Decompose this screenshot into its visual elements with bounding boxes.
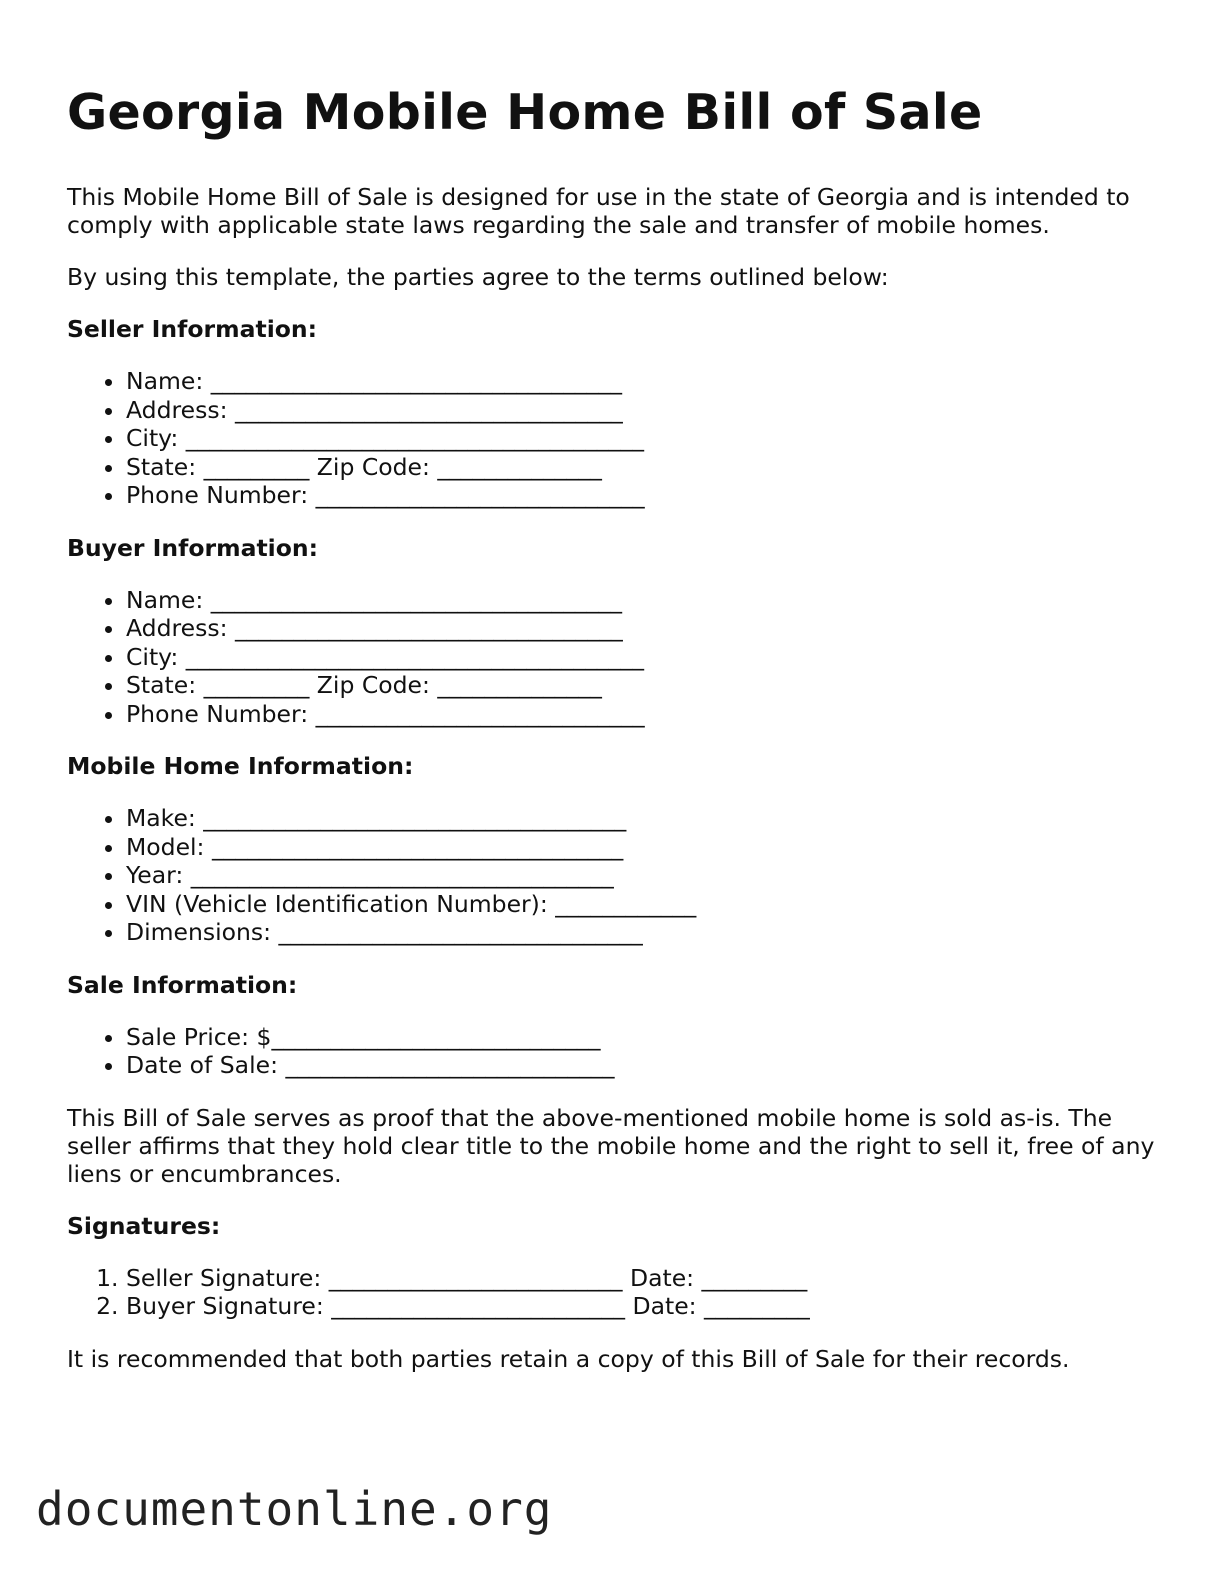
- seller-state-zip-field: • State: _________ Zip Code: ______________: [126, 453, 1177, 482]
- seller-city-field: • City: _______________________________________: [126, 424, 1177, 453]
- buyer-address-field: • Address: _________________________________: [126, 614, 1177, 643]
- sale-list: [67, 1023, 1177, 1080]
- seller-phone-field: • Phone Number: ____________________________: [126, 481, 1177, 510]
- sale-date-field: • Date of Sale: ____________________________: [126, 1051, 1177, 1080]
- closing-paragraph: It is recommended that both parties retain a copy of this Bill of Sale for their records.: [67, 1344, 1070, 1373]
- vin-field: • VIN (Vehicle Identification Number): ____________: [126, 890, 1177, 919]
- seller-heading: Seller Information:: [67, 315, 318, 343]
- seller-name-field: • Name: ___________________________________: [126, 367, 1177, 396]
- model-field: • Model: ___________________________________: [126, 833, 1177, 862]
- sale-heading: Sale Information:: [67, 970, 298, 999]
- intro-paragraph: This Mobile Home Bill of Sale is designed for use in the state of Georgia and is intended to comply with applicable state laws regarding the sale and transfer of mobile homes.: [67, 183, 1130, 239]
- buyer-phone-field: • Phone Number: ____________________________: [126, 700, 1177, 729]
- watermark-text: documentonline.org: [36, 1482, 553, 1536]
- as-is-paragraph: This Bill of Sale serves as proof that the above-mentioned mobile home is sold as-is. The seller affirms that they hold clear title to the mobile home and the right to sell it, free of any liens or encumbrances.: [67, 1103, 1155, 1188]
- buyer-list: [67, 586, 1177, 729]
- seller-signature-line: 1. Seller Signature: _________________________ Date: _________: [126, 1264, 1177, 1293]
- buyer-signature-line: 2. Buyer Signature: _________________________ Date: _________: [126, 1292, 1177, 1321]
- seller-address-field: • Address: _________________________________: [126, 396, 1177, 425]
- signatures-list: [67, 1264, 1177, 1321]
- agreement-paragraph: By using this template, the parties agree to the terms outlined below:: [67, 263, 889, 291]
- mobile-home-list: [67, 804, 1177, 947]
- make-field: • Make: ____________________________________: [126, 804, 1177, 833]
- buyer-city-field: • City: _______________________________________: [126, 643, 1177, 672]
- seller-list: [67, 367, 1177, 510]
- sale-price-field: • Sale Price: $____________________________: [126, 1023, 1177, 1052]
- document-page: [67, 80, 1177, 1397]
- year-field: • Year: ____________________________________: [126, 861, 1177, 890]
- buyer-heading: Buyer Information:: [67, 533, 319, 562]
- buyer-state-zip-field: • State: _________ Zip Code: ______________: [126, 671, 1177, 700]
- dimensions-field: • Dimensions: _______________________________: [126, 918, 1177, 947]
- signatures-heading: Signatures:: [67, 1211, 221, 1240]
- mobile-home-heading: Mobile Home Information:: [67, 752, 414, 780]
- document-title: Georgia Mobile Home Bill of Sale: [67, 84, 983, 141]
- buyer-name-field: • Name: ___________________________________: [126, 586, 1177, 615]
